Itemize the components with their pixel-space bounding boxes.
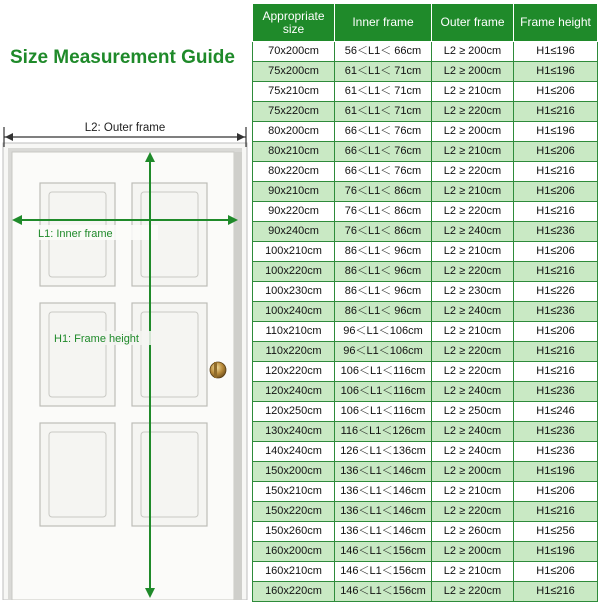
table-row (253, 342, 598, 362)
cell-inner-frame: 56＜L1＜ 66cm (335, 42, 432, 62)
cell-outer-frame: L2 ≥ 240cm (432, 222, 514, 242)
cell-appropriate-size: 100x220cm (253, 262, 335, 282)
cell-outer-frame: L2 ≥ 220cm (432, 102, 514, 122)
cell-outer-frame: L2 ≥ 220cm (432, 162, 514, 182)
cell-frame-height: H1≤196 (514, 42, 598, 62)
cell-appropriate-size: 110x220cm (253, 342, 335, 362)
outer-frame-label: L2: Outer frame (84, 122, 166, 134)
table-row (253, 242, 598, 262)
cell-inner-frame: 86＜L1＜ 96cm (335, 302, 432, 322)
cell-appropriate-size: 130x240cm (253, 422, 335, 442)
cell-inner-frame: 96＜L1＜106cm (335, 342, 432, 362)
table-row (253, 262, 598, 282)
cell-inner-frame: 86＜L1＜ 96cm (335, 242, 432, 262)
cell-appropriate-size: 160x220cm (253, 582, 335, 602)
cell-appropriate-size: 75x220cm (253, 102, 335, 122)
cell-outer-frame: L2 ≥ 230cm (432, 282, 514, 302)
cell-inner-frame: 106＜L1＜116cm (335, 402, 432, 422)
frame-height-label: H1: Frame height (54, 333, 139, 345)
cell-inner-frame: 136＜L1＜146cm (335, 462, 432, 482)
size-table (252, 3, 598, 602)
cell-inner-frame: 61＜L1＜ 71cm (335, 82, 432, 102)
table-row (253, 502, 598, 522)
table-row (253, 462, 598, 482)
table-row (253, 522, 598, 542)
cell-appropriate-size: 75x210cm (253, 82, 335, 102)
cell-outer-frame: L2 ≥ 200cm (432, 62, 514, 82)
cell-outer-frame: L2 ≥ 200cm (432, 42, 514, 62)
table-header-row (253, 4, 598, 42)
cell-appropriate-size: 150x210cm (253, 482, 335, 502)
cell-frame-height: H1≤206 (514, 242, 598, 262)
cell-appropriate-size: 160x210cm (253, 562, 335, 582)
cell-outer-frame: L2 ≥ 210cm (432, 142, 514, 162)
cell-outer-frame: L2 ≥ 240cm (432, 302, 514, 322)
cell-outer-frame: L2 ≥ 240cm (432, 442, 514, 462)
cell-frame-height: H1≤196 (514, 462, 598, 482)
cell-appropriate-size: 140x240cm (253, 442, 335, 462)
header-inner-frame: Inner frame (335, 4, 432, 42)
cell-frame-height: H1≤196 (514, 62, 598, 82)
cell-frame-height: H1≤236 (514, 222, 598, 242)
cell-outer-frame: L2 ≥ 220cm (432, 342, 514, 362)
cell-frame-height: H1≤226 (514, 282, 598, 302)
cell-frame-height: H1≤206 (514, 182, 598, 202)
cell-outer-frame: L2 ≥ 220cm (432, 502, 514, 522)
table-row (253, 122, 598, 142)
cell-inner-frame: 106＜L1＜116cm (335, 362, 432, 382)
cell-inner-frame: 66＜L1＜ 76cm (335, 142, 432, 162)
table-row (253, 142, 598, 162)
header-frame-height: Frame height (514, 4, 598, 42)
cell-frame-height: H1≤236 (514, 442, 598, 462)
cell-frame-height: H1≤206 (514, 142, 598, 162)
table-row (253, 442, 598, 462)
cell-frame-height: H1≤206 (514, 562, 598, 582)
table-row (253, 282, 598, 302)
cell-outer-frame: L2 ≥ 210cm (432, 82, 514, 102)
cell-appropriate-size: 110x210cm (253, 322, 335, 342)
table-row (253, 382, 598, 402)
table-row (253, 422, 598, 442)
table-row (253, 562, 598, 582)
table-row (253, 82, 598, 102)
door-diagram (0, 0, 252, 600)
cell-outer-frame: L2 ≥ 210cm (432, 322, 514, 342)
cell-appropriate-size: 150x260cm (253, 522, 335, 542)
cell-frame-height: H1≤206 (514, 82, 598, 102)
cell-appropriate-size: 90x220cm (253, 202, 335, 222)
cell-frame-height: H1≤216 (514, 362, 598, 382)
table-row (253, 322, 598, 342)
cell-frame-height: H1≤206 (514, 482, 598, 502)
cell-frame-height: H1≤196 (514, 542, 598, 562)
table-row (253, 222, 598, 242)
table-row (253, 582, 598, 602)
cell-inner-frame: 136＜L1＜146cm (335, 482, 432, 502)
cell-outer-frame: L2 ≥ 210cm (432, 562, 514, 582)
guide-title: Size Measurement Guide (10, 47, 235, 68)
door-panel (132, 303, 207, 406)
cell-frame-height: H1≤216 (514, 262, 598, 282)
cell-outer-frame: L2 ≥ 210cm (432, 242, 514, 262)
cell-inner-frame: 61＜L1＜ 71cm (335, 62, 432, 82)
cell-outer-frame: L2 ≥ 210cm (432, 482, 514, 502)
table-row (253, 102, 598, 122)
cell-frame-height: H1≤236 (514, 382, 598, 402)
table-row (253, 542, 598, 562)
cell-appropriate-size: 150x200cm (253, 462, 335, 482)
cell-outer-frame: L2 ≥ 260cm (432, 522, 514, 542)
cell-appropriate-size: 70x200cm (253, 42, 335, 62)
cell-frame-height: H1≤236 (514, 302, 598, 322)
cell-outer-frame: L2 ≥ 210cm (432, 182, 514, 202)
cell-inner-frame: 76＜L1＜ 86cm (335, 202, 432, 222)
table-row (253, 482, 598, 502)
cell-outer-frame: L2 ≥ 200cm (432, 462, 514, 482)
door-panel (40, 303, 115, 406)
cell-outer-frame: L2 ≥ 200cm (432, 542, 514, 562)
cell-inner-frame: 66＜L1＜ 76cm (335, 162, 432, 182)
inner-frame-label: L1: Inner frame (38, 228, 113, 240)
door-knob-rose (214, 362, 217, 378)
cell-appropriate-size: 90x210cm (253, 182, 335, 202)
cell-appropriate-size: 90x240cm (253, 222, 335, 242)
door-panel (132, 423, 207, 526)
cell-inner-frame: 106＜L1＜116cm (335, 382, 432, 402)
cell-inner-frame: 136＜L1＜146cm (335, 522, 432, 542)
cell-appropriate-size: 100x230cm (253, 282, 335, 302)
cell-appropriate-size: 160x200cm (253, 542, 335, 562)
cell-frame-height: H1≤256 (514, 522, 598, 542)
cell-inner-frame: 146＜L1＜156cm (335, 582, 432, 602)
table-row (253, 42, 598, 62)
cell-appropriate-size: 120x250cm (253, 402, 335, 422)
cell-appropriate-size: 80x220cm (253, 162, 335, 182)
cell-frame-height: H1≤196 (514, 122, 598, 142)
cell-inner-frame: 146＜L1＜156cm (335, 542, 432, 562)
cell-frame-height: H1≤236 (514, 422, 598, 442)
cell-inner-frame: 146＜L1＜156cm (335, 562, 432, 582)
cell-outer-frame: L2 ≥ 220cm (432, 582, 514, 602)
header-outer-frame: Outer frame (432, 4, 514, 42)
cell-inner-frame: 86＜L1＜ 96cm (335, 282, 432, 302)
cell-frame-height: H1≤216 (514, 582, 598, 602)
table-row (253, 402, 598, 422)
table-row (253, 62, 598, 82)
cell-appropriate-size: 100x210cm (253, 242, 335, 262)
table-row (253, 202, 598, 222)
cell-inner-frame: 126＜L1＜136cm (335, 442, 432, 462)
cell-appropriate-size: 120x240cm (253, 382, 335, 402)
cell-outer-frame: L2 ≥ 220cm (432, 202, 514, 222)
door-panel (40, 423, 115, 526)
table-row (253, 162, 598, 182)
cell-outer-frame: L2 ≥ 250cm (432, 402, 514, 422)
cell-frame-height: H1≤216 (514, 202, 598, 222)
cell-outer-frame: L2 ≥ 200cm (432, 122, 514, 142)
cell-appropriate-size: 100x240cm (253, 302, 335, 322)
cell-inner-frame: 76＜L1＜ 86cm (335, 182, 432, 202)
cell-appropriate-size: 80x200cm (253, 122, 335, 142)
cell-frame-height: H1≤216 (514, 502, 598, 522)
cell-inner-frame: 96＜L1＜106cm (335, 322, 432, 342)
cell-appropriate-size: 150x220cm (253, 502, 335, 522)
cell-inner-frame: 86＜L1＜ 96cm (335, 262, 432, 282)
table-row (253, 302, 598, 322)
cell-inner-frame: 61＜L1＜ 71cm (335, 102, 432, 122)
cell-appropriate-size: 80x210cm (253, 142, 335, 162)
cell-outer-frame: L2 ≥ 240cm (432, 422, 514, 442)
cell-inner-frame: 116＜L1＜126cm (335, 422, 432, 442)
cell-frame-height: H1≤246 (514, 402, 598, 422)
cell-outer-frame: L2 ≥ 220cm (432, 262, 514, 282)
table-row (253, 362, 598, 382)
cell-outer-frame: L2 ≥ 220cm (432, 362, 514, 382)
cell-inner-frame: 76＜L1＜ 86cm (335, 222, 432, 242)
cell-frame-height: H1≤206 (514, 322, 598, 342)
cell-frame-height: H1≤216 (514, 102, 598, 122)
header-appropriate-size: Appropriate size (253, 4, 335, 42)
cell-appropriate-size: 75x200cm (253, 62, 335, 82)
cell-outer-frame: L2 ≥ 240cm (432, 382, 514, 402)
table-row (253, 182, 598, 202)
door-knob (210, 362, 226, 378)
cell-frame-height: H1≤216 (514, 342, 598, 362)
cell-inner-frame: 66＜L1＜ 76cm (335, 122, 432, 142)
cell-appropriate-size: 120x220cm (253, 362, 335, 382)
cell-frame-height: H1≤216 (514, 162, 598, 182)
table-body (253, 42, 598, 602)
cell-inner-frame: 136＜L1＜146cm (335, 502, 432, 522)
